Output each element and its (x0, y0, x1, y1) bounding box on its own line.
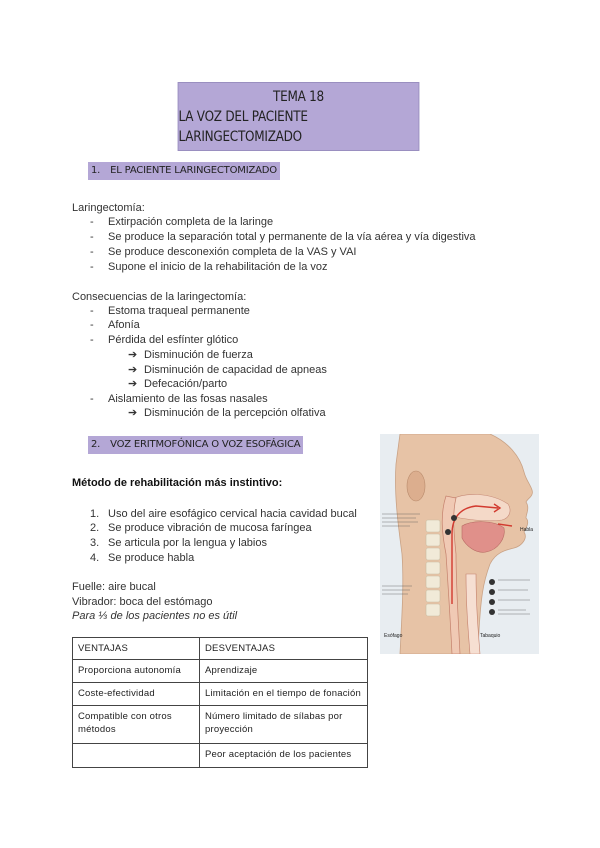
bullet-dash: - (90, 216, 94, 228)
section-number: 2. (91, 439, 101, 450)
comparison-table (72, 637, 368, 768)
arrow-icon: ➔ (128, 378, 138, 390)
section-title: VOZ ERITMOFÓNICA O VOZ ESOFÁGICA (110, 439, 301, 450)
laringectomia-heading: Laringectomía: (72, 202, 145, 214)
figure-label-esofago: Esófago (384, 633, 403, 639)
table-cell: Aprendizaje (200, 660, 368, 683)
anatomy-illustration (380, 434, 539, 654)
step-item: Uso del aire esofágico cervical hacia cavidad bucal (108, 508, 357, 520)
table-cell: Compatible con otros métodos (73, 706, 200, 744)
sub-list-item: Disminución de capacidad de apneas (144, 364, 327, 376)
sub-list-item: Disminución de fuerza (144, 349, 253, 361)
bullet-dash: - (90, 393, 94, 405)
section-number: 1. (91, 165, 101, 176)
page-title-box (178, 82, 420, 151)
table-row (73, 660, 368, 683)
table-row (73, 683, 368, 706)
step-item: Se produce habla (108, 552, 195, 564)
head-neck-cross-section (380, 434, 539, 654)
table-header-row (73, 638, 368, 660)
figure-label-habla: Habla (520, 527, 534, 533)
bullet-dash: - (90, 334, 94, 346)
figure-label-tabaquio: Tabaquio (480, 633, 501, 639)
bullet-dash: - (90, 231, 94, 243)
vibrador-text: Vibrador: boca del estómago (72, 596, 213, 608)
table-cell: Coste-efectividad (73, 683, 200, 706)
list-item: Se produce desconexión completa de la VAS y VAI (108, 246, 357, 258)
table-row (73, 706, 368, 744)
step-number: 3. (90, 537, 100, 549)
bullet-dash: - (90, 319, 94, 331)
bullet-dash: - (90, 305, 94, 317)
list-item: Afonía (108, 319, 140, 331)
sub-list-item: Disminución de la percepción olfativa (144, 407, 326, 419)
bullet-dash: - (90, 246, 94, 258)
list-item: Se produce la separación total y permanente de la vía aérea y vía digestiva (108, 231, 476, 243)
section-heading-1 (88, 162, 280, 180)
table-cell: Proporciona autonomía (73, 660, 200, 683)
table-cell: Número limitado de sílabas por proyección (200, 706, 368, 744)
step-number: 2. (90, 522, 100, 534)
arrow-icon: ➔ (128, 349, 138, 361)
page-title-topic: TEMA 18 (273, 88, 324, 105)
table-cell (73, 744, 200, 768)
bullet-dash: - (90, 261, 94, 273)
step-item: Se produce vibración de mucosa faríngea (108, 522, 312, 534)
section-heading-2 (88, 436, 303, 454)
step-number: 1. (90, 508, 100, 520)
arrow-icon: ➔ (128, 407, 138, 419)
list-item: Pérdida del esfínter glótico (108, 334, 239, 346)
list-item: Supone el inicio de la rehabilitación de la voz (108, 261, 328, 273)
consecuencias-heading: Consecuencias de la laringectomía: (72, 291, 247, 303)
table-row (73, 744, 368, 768)
fuelle-text: Fuelle: aire bucal (72, 581, 156, 593)
list-item: Aislamiento de las fosas nasales (108, 393, 268, 405)
table-cell: Peor aceptación de los pacientes (200, 744, 368, 768)
note-text: Para ⅓ de los pacientes no es útil (72, 610, 238, 622)
section-title: EL PACIENTE LARINGECTOMIZADO (110, 165, 277, 176)
table-header-cell: VENTAJAS (73, 638, 200, 660)
table-cell: Limitación en el tiempo de fonación (200, 683, 368, 706)
arrow-icon: ➔ (128, 364, 138, 376)
metodo-heading: Método de rehabilitación más instintivo: (72, 477, 283, 489)
list-item: Extirpación completa de la laringe (108, 216, 274, 228)
step-item: Se articula por la lengua y labios (108, 537, 267, 549)
page-title: LA VOZ DEL PACIENTE LARINGECTOMIZADO (178, 108, 308, 145)
sub-list-item: Defecación/parto (144, 378, 228, 390)
table-header-cell: DESVENTAJAS (200, 638, 368, 660)
list-item: Estoma traqueal permanente (108, 305, 250, 317)
step-number: 4. (90, 552, 100, 564)
